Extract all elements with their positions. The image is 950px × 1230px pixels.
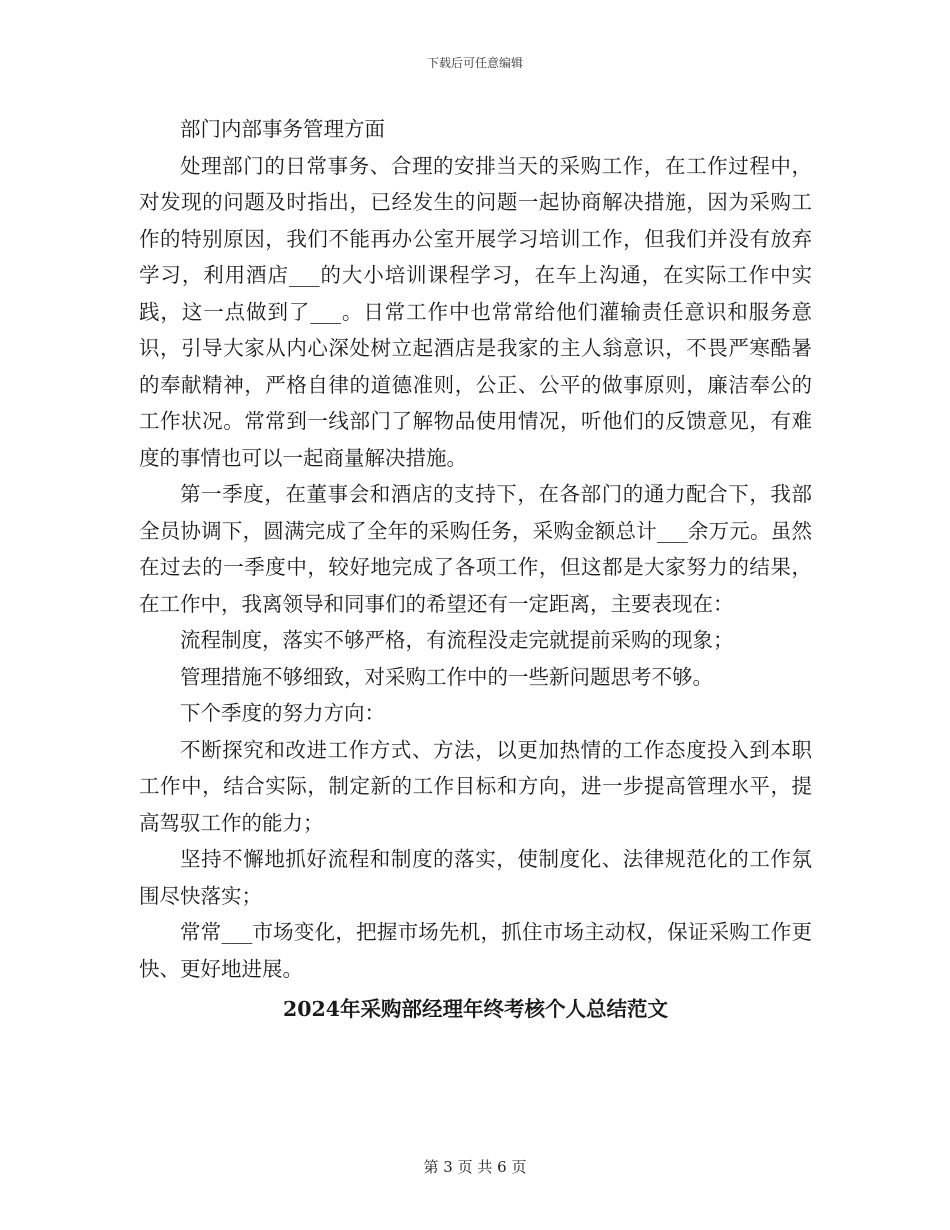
paragraph-first-quarter: 第一季度，在董事会和酒店的支持下，在各部门的通力配合下，我部全员协调下，圆满完成了全年的采购任务，采购金额总计___余万元。虽然在过去的一季度中，较好地完成了各项工作，但这都是大家努力的结果，在工作中，我离领导和同事们的希望还有一定距离，主要表现在： (139, 482, 812, 616)
next-document-title: 2024年采购部经理年终考核个人总结范文 (282, 997, 669, 1021)
paragraph-direction-process: 坚持不懈地抓好流程和制度的落实，使制度化、法律规范化的工作氛围尽快落实； (139, 847, 812, 908)
paragraph-issue-process: 流程制度，落实不够严格，有流程没走完就提前采购的现象； (180, 628, 734, 652)
paragraph-direction-improve: 不断探究和改进工作方式、方法，以更加热情的工作态度投入到本职工作中，结合实际，制定新的工作目标和方向，进一步提高管理水平，提高驾驭工作的能力； (139, 737, 812, 835)
paragraph-direction-market: 常常___市场变化，把握市场先机，抓住市场主动权，保证采购工作更快、更好地进展。 (139, 920, 812, 981)
document-body (139, 111, 812, 1028)
paragraph-daily-affairs: 处理部门的日常事务、合理的安排当天的采购工作，在工作过程中，对发现的问题及时指出，已经发生的问题一起协商解决措施，因为采购工作的特别原因，我们不能再办公室开展学习培训工作，但我们并没有放弃学习，利用酒店___的大小培训课程学习，在车上沟通，在实际工作中实践，这一点做到了___。日常工作中也常常给他们灌输责任意识和服务意识，引导大家从内心深处树立起酒店是我家的主人翁意识，不畏严寒酷暑的奉献精神，严格自律的道德准则，公正、公平的做事原则，廉洁奉公的工作状况。常常到一线部门了解物品使用情况，听他们的反馈意见，有难度的事情也可以一起商量解决措施。 (139, 153, 812, 470)
paragraph-next-quarter-heading: 下个季度的努力方向： (180, 701, 385, 725)
page-header: 下载后可任意编辑 (426, 56, 523, 70)
paragraph-issue-measures: 管理措施不够细致，对采购工作中的一些新问题思考不够。 (180, 664, 713, 689)
page-number: 第 3 页 共 6 页 (423, 1158, 527, 1176)
section-heading-internal-affairs: 部门内部事务管理方面 (180, 117, 385, 141)
